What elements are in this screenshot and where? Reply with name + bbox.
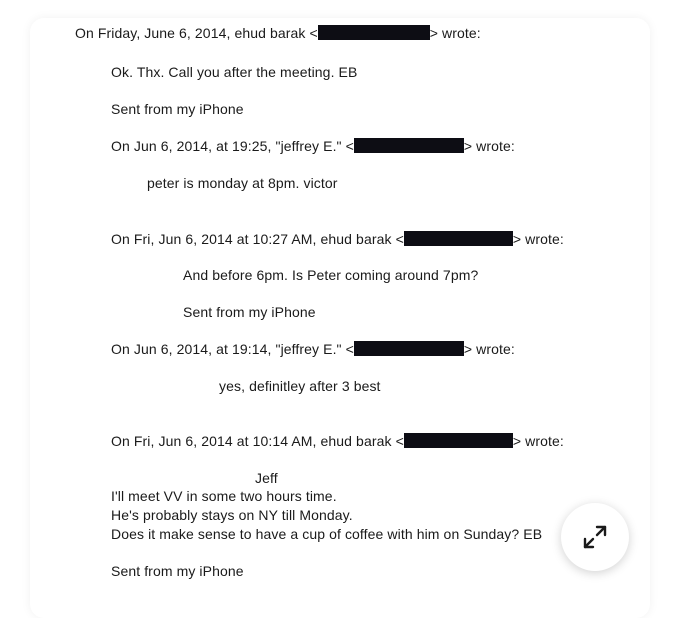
reply-header-5 [111,432,564,450]
header-2-prefix: On Jun 6, 2014, at 19:25, "jeffrey E." < [111,138,354,154]
reply-header-4 [111,340,515,358]
message-text: Ok. Thx. Call you after the meeting. EB [111,64,358,80]
redacted-email [404,433,513,448]
message-text: peter is monday at 8pm. victor [147,175,338,191]
message-text: Does it make sense to have a cup of coffee with him on Sunday? EB [111,526,543,542]
expand-arrows-icon [580,522,610,552]
message-text: I'll meet VV in some two hours time. [111,488,337,504]
signature: Sent from my iPhone [111,101,244,117]
reply-header-2 [111,137,515,155]
message-text: And before 6pm. Is Peter coming around 7pm? [183,267,479,283]
header-4-suffix: > wrote: [463,341,515,357]
header-5-prefix: On Fri, Jun 6, 2014 at 10:14 AM, ehud barak < [111,433,404,449]
header-5-suffix: > wrote: [512,433,564,449]
header-1-prefix: On Friday, June 6, 2014, ehud barak < [75,25,318,41]
header-3-prefix: On Fri, Jun 6, 2014 at 10:27 AM, ehud barak < [111,231,404,247]
header-2-suffix: > wrote: [463,138,515,154]
message-text: He's probably stays on NY till Monday. [111,507,353,523]
redacted-email [354,138,464,153]
signature: Sent from my iPhone [111,563,244,579]
message-text: Jeff [255,470,278,486]
reply-header-3 [111,230,564,248]
redacted-email [318,25,430,40]
header-4-prefix: On Jun 6, 2014, at 19:14, "jeffrey E." < [111,341,354,357]
redacted-email [404,231,513,246]
header-3-suffix: > wrote: [512,231,564,247]
header-1-suffix: > wrote: [429,25,481,41]
expand-button[interactable] [561,503,629,571]
message-text: yes, definitley after 3 best [219,378,381,394]
redacted-email [354,341,464,356]
signature: Sent from my iPhone [183,304,316,320]
reply-header-1 [75,24,481,42]
